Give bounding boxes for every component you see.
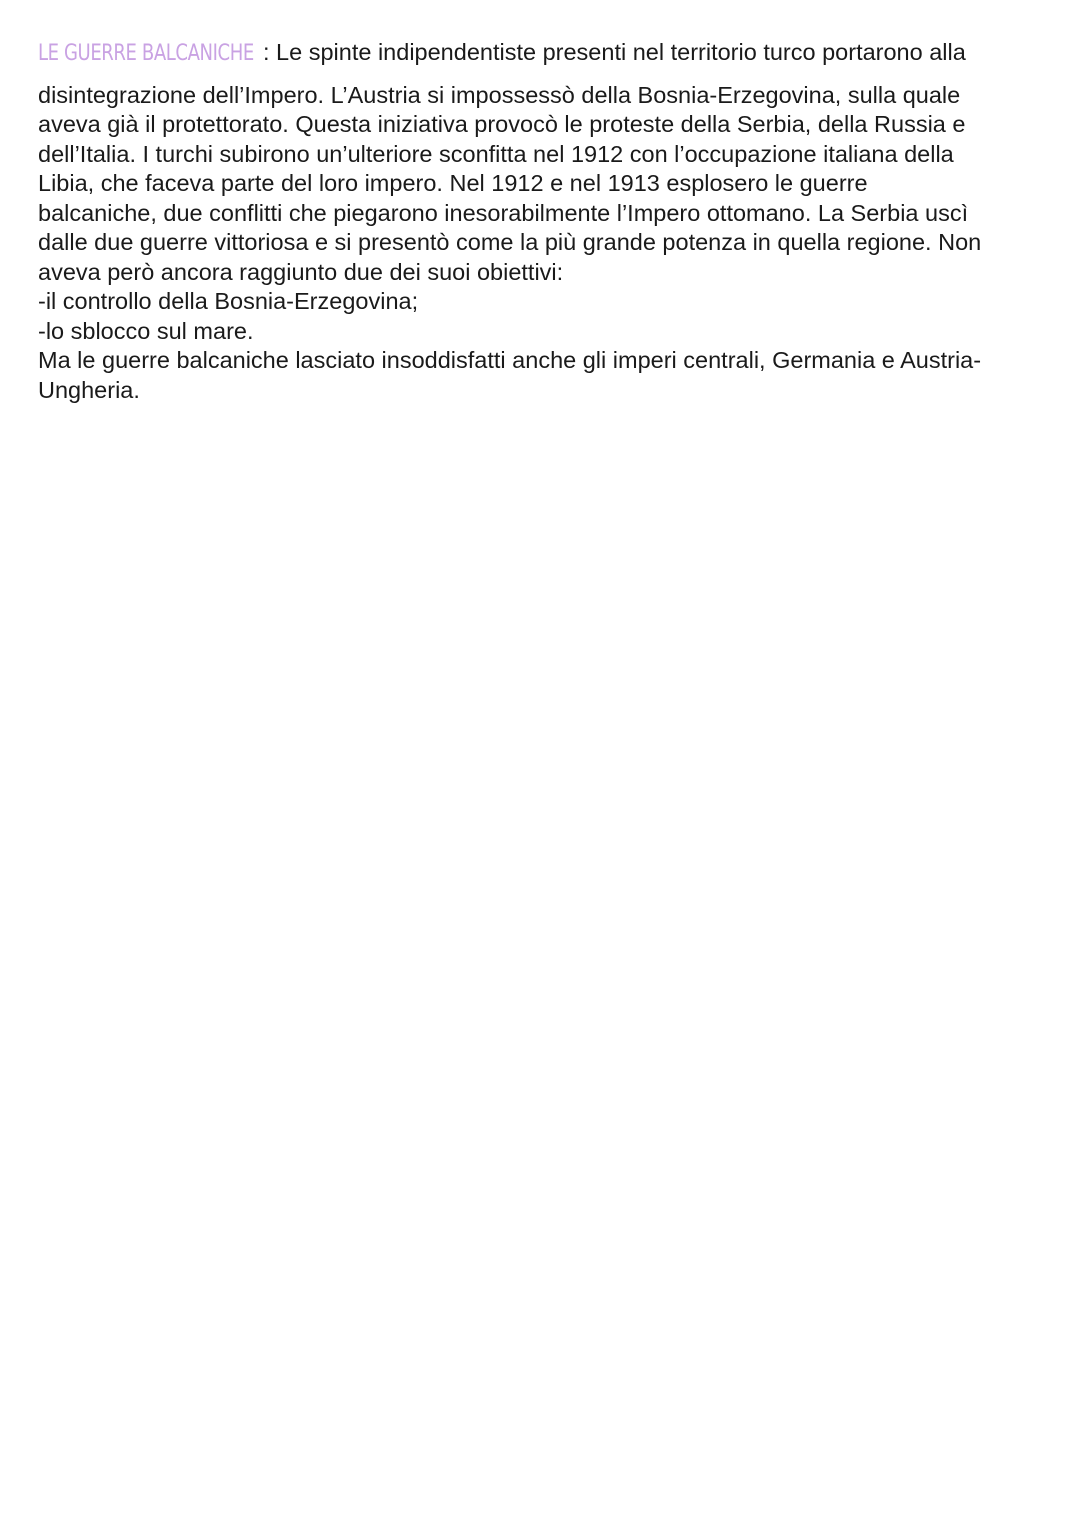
text-line: Ungheria. — [38, 376, 140, 403]
list-item-bosnia: -il controllo della Bosnia-Erzegovina; — [38, 288, 419, 314]
text-line: Ma le guerre balcaniche lasciato insoddisfatti anche gli imperi centrali, Germania e Austria- — [38, 347, 982, 373]
text-line: balcaniche, due conflitti che piegarono inesorabilmente l’Impero ottomano. La Serbia uscì — [38, 199, 969, 226]
heading-wrap — [38, 38, 263, 69]
text-line: aveva già il protettorato. Questa iniziativa provocò le proteste della Serbia, della Russia e — [38, 111, 966, 137]
text-line: disintegrazione dell’Impero. L’Austria si impossessò della Bosnia-Erzegovina, sulla quale — [38, 81, 961, 108]
first-line — [38, 38, 1048, 69]
list-item-mare: -lo sblocco sul mare. — [38, 317, 254, 344]
section-heading: LE GUERRE BALCANICHE — [38, 41, 254, 66]
heading-colon: : — [263, 39, 270, 65]
document-page — [38, 38, 1048, 405]
first-line-text: Le spinte indipendentiste presenti nel territorio turco portarono alla — [269, 39, 966, 65]
paragraph-body — [38, 81, 1048, 406]
text-line: Libia, che faceva parte del loro impero. Nel 1912 e nel 1913 esplosero le guerre — [38, 170, 868, 196]
text-line: aveva però ancora raggiunto due dei suoi obiettivi: — [38, 258, 564, 285]
text-line: dell’Italia. I turchi subirono un’ulteriore sconfitta nel 1912 con l’occupazione italiana della — [38, 140, 954, 167]
text-line: dalle due guerre vittoriosa e si presentò come la più grande potenza in quella regione. Non — [38, 229, 982, 255]
